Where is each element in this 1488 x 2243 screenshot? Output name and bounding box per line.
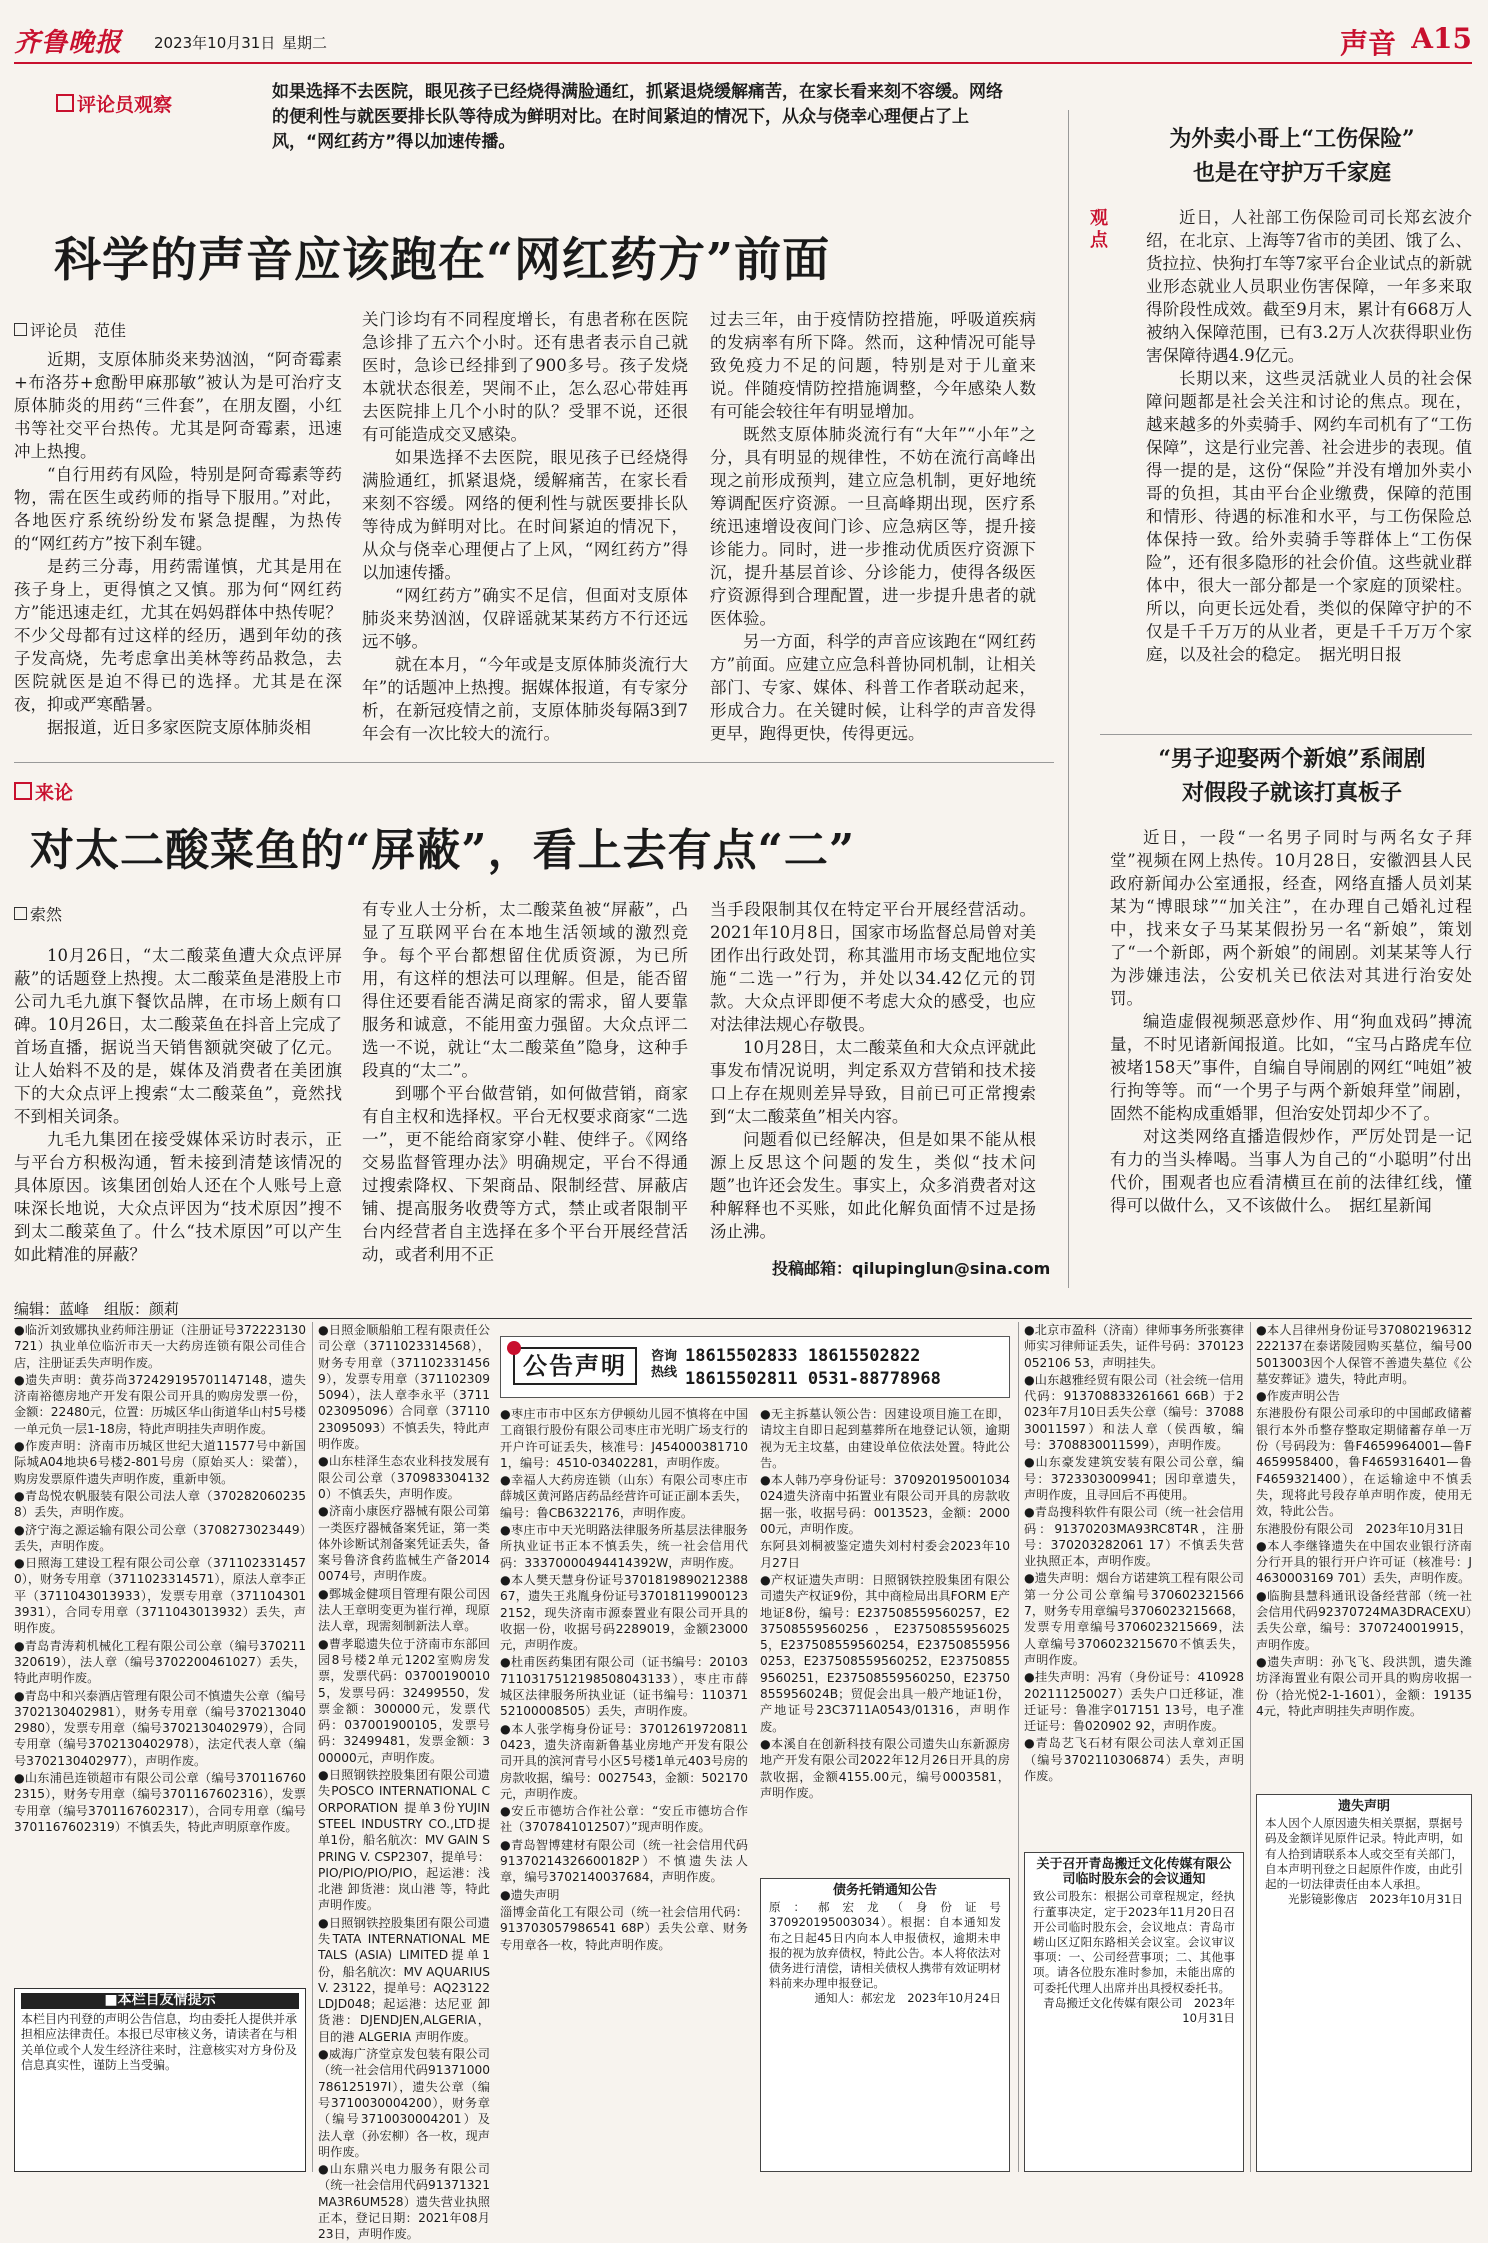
column-divider bbox=[1250, 1322, 1251, 2172]
list-item: 淄博金苗化工有限公司（统一社会信用代码：913703057986541 68P）丢失公章、财务专用章各一枚，特此声明作废。 bbox=[500, 1904, 748, 1952]
article-column-2 bbox=[362, 898, 688, 1286]
paragraph: 如果选择不去医院，眼见孩子已经烧得满脸通红，抓紧退烧，缓解痛苦，在家长看来刻不容缓。网络的便利性与就医要排长队等待成为鲜明对比。在时间紧迫的情况下，从众与侥幸心理便占了上风，“网红药方”得以加速传播。 bbox=[362, 448, 688, 582]
list-item: ●本人樊天慧身份证号370181989021238867，遗失王兆胤身份证号370181199001232152，现失济南市源泰置业有限公司开具的收据一份，收据号码2289019，金额23000元，声明作废。 bbox=[500, 1572, 748, 1653]
newspaper-logo: 齐鲁晚报 bbox=[14, 28, 123, 58]
list-item: ●临朐县慧科通讯设备经营部（统一社会信用代码92370724MA3DRACEXU）丢失公章，编号：3707240019915，声明作废。 bbox=[1256, 1588, 1472, 1652]
paragraph: 10月28日，太二酸菜鱼和大众点评就此事发布情况说明，判定系双方营销和技术接口上存在规则差异导致，目前已可正常搜索到“太二酸菜鱼”相关内容。 bbox=[710, 1038, 1036, 1126]
paragraph: 另一方面，科学的声音应该跑在“网红药方”前面。应建立应急科普协同机制，让相关部门、专家、媒体、科普工作者联动起来，形成合力。在关键时候，让科学的声音发得更早，跑得更快，传得更远。 bbox=[710, 632, 1036, 743]
column-divider bbox=[1068, 110, 1069, 1288]
article-column-2 bbox=[362, 308, 688, 743]
notice-title: 关于召开青岛搬迁文化传媒有限公司临时股东会的会议通知 bbox=[1036, 1857, 1232, 1888]
classified-column-3 bbox=[500, 1406, 748, 2172]
classified-column-1 bbox=[14, 1322, 306, 1984]
list-item: ●本人李继锋遗失在中国农业银行济南分行开具的银行开户许可证（核准号：J4630003169 701）丢失，声明作废。 bbox=[1256, 1538, 1472, 1586]
paragraph: 就在本月，“今年或是支原体肺炎流行大年”的话题冲上热搜。据媒体报道，有专家分析，在新冠疫情之前，支原体肺炎每隔3到7年会有一次比较大的流行。 bbox=[362, 655, 688, 743]
right-article-2-body bbox=[1110, 826, 1472, 1266]
classified-column-5 bbox=[1024, 1322, 1244, 1844]
notice-title: 遗失声明 bbox=[1337, 1799, 1390, 1814]
notice-lost bbox=[1256, 1794, 1472, 2172]
list-item: ●本人张学梅身份证号：370126197208110423，遗失济南新鲁基业房地产开发有限公司开具的滨河青号小区5号楼1单元403号房的房款收据，编号：0027543，金额：502170元，声明作废。 bbox=[500, 1721, 748, 1801]
list-item: ●威海广济堂京发包装有限公司（统一社会信用代码91371000786125197I），遗失公章（编号3710030004200），财务章（编号3710030004201）及法人章（孙宏柳）各一枚，现声明作废。 bbox=[318, 2047, 490, 2159]
headline-main: 科学的声音应该跑在“网红药方”前面 bbox=[54, 233, 831, 288]
list-item: ●北京市盈科（济南）律师事务所张赛律师实习律师证丢失，证件号码：370123052106 53，声明挂失。 bbox=[1024, 1323, 1244, 1370]
notice-footer: 青岛搬迁文化传媒有限公司 2023年10月31日 bbox=[1043, 1995, 1235, 2026]
list-item: ●山东浦邑连锁超市有限公司公章（编号3701167602315），财务专用章（编号3701167602316），发票专用章（编号3701167602317），合同专用章（编号3701167602319）不慎丢失，特此声明原章作废。 bbox=[14, 1771, 306, 1834]
list-item: ●日照钢铁控股集团有限公司遗失TATA INTERNATIONAL METALS (ASIA) LIMITED提单1份，船名航次：MV AQUARIUS V. 23122，提单号：AQ23122LDJD048；起运港：达尼亚 卸货港：DJENDJEN,ALGERIA，目的港 ALGERIA 声明作废。 bbox=[318, 1915, 490, 2044]
classified-column-6 bbox=[1256, 1322, 1472, 1784]
list-item: ●鄄城金健项目管理有限公司因法人王章明变更为崔行禅，现原法人章，现需刻制新法人章。 bbox=[318, 1586, 490, 1634]
notice-text: 原：郝宏龙（身份证号370920195003034）。根据：自本通知发布之日起45日内向本人申报债权，逾期未申报的视为放弃债权，特此公告。本人将依法对债务进行清偿，请相关债权人携带有效证明材料前来办理申报登记。 bbox=[769, 1900, 1001, 1991]
paragraph: “自行用药有风险，特别是阿奇霉素等药物，需在医生或药师的指导下服用。”对此，各地医疗系统纷纷发布紧急提醒，为热传的“网红药方”按下刹车键。 bbox=[14, 465, 342, 553]
paragraph: 九毛九集团在接受媒体采访时表示，正与平台方积极沟通，暂未接到清楚该情况的具体原因。该集团创始人还在个人账号上意味深长地说，大众点评因为“技术原因”搜不到太二酸菜鱼了。什么“技术原因”可以产生如此精准的屏蔽？ bbox=[14, 1130, 342, 1264]
notice-footer: 光影镜影像店 2023年10月31日 bbox=[1288, 1892, 1463, 1907]
paragraph: 问题看似已经解决，但是如果不能从根源上反思这个问题的发生，类似“技术问题”也许还会发生。事实上，众多消费者对这种解释也不买账，如此化解负面情不过是扬汤止沸。 bbox=[710, 1130, 1036, 1241]
paragraph: 编造虚假视频恶意炒作、用“狗血戏码”搏流量，不时见诸新闻报道。比如，“宝马占路虎车位被堵158天”事件，自编自导闹剧的网红“吨姐”被行拘等等。而“一个男子与两个新娘拜堂”闹剧，固然不能构成重婚罪，但治安处罚却少不了。 bbox=[1110, 1012, 1472, 1123]
paragraph: 据报道，近日多家医院支原体肺炎相 bbox=[47, 718, 311, 737]
paragraph: 对这类网络直播造假炒作，严厉处罚是一记有力的当头棒喝。当事人为自己的“小聪明”付出代价，围观者也应看清横亘在前的法律红线，懂得可以做什么，又不该做什么。 据红星新闻 bbox=[1110, 1127, 1472, 1215]
section-name: 声音 bbox=[1339, 27, 1396, 60]
right-headline-1: 为外卖小哥上“工伤保险” 也是在守护万千家庭 bbox=[1169, 126, 1415, 186]
paragraph: 当手段限制其仅在特定平台开展经营活动。2021年10月8日，国家市场监督总局曾对美团作出行政处罚，称其滥用市场支配地位实施“二选一”行为，并处以34.42亿元的罚款。大众点评即便不考虑大众的感受，也应对法律法规心存敬畏。 bbox=[710, 900, 1036, 1034]
paragraph: 近日，一段“一名男子同时与两名女子拜堂”视频在网上热传。10月28日，安徽泗县人民政府新闻办公室通报，经查，网络直播人员刘某某为“博眼球”“加关注”，在办理自己婚礼过程中，找来女子马某某假扮另一名“新娘”，策划了“一个新郎，两个新娘”的闹剧。刘某某等人行为涉嫌违法，公安机关已依法对其进行治安处罚。 bbox=[1110, 828, 1472, 1008]
list-item: ●青岛中和兴泰酒店管理有限公司不慎遗失公章（编号3702130402981），财务专用章（编号3702130402980），发票专用章（编号3702130402979），合同专用章（编号3702130402978），法定代表人章（编号3702130402977），声明作废。 bbox=[14, 1688, 306, 1768]
list-item: ●临沂刘致娜执业药师注册证（注册证号372223130721）执业单位临沂市天一大药房连锁有限公司佳合店，注册证丢失声明作废。 bbox=[14, 1323, 306, 1370]
notice-shareholder-meeting bbox=[1024, 1852, 1244, 2172]
list-item: ●遗失声明：孙飞飞、段洪凯，遗失潍坊泽海置业有限公司开具的购房收据一份（拾光悦2-1-1601），金额：191354元，特此声明挂失声明作废。 bbox=[1256, 1654, 1472, 1718]
list-item: ●遗失声明 bbox=[500, 1887, 560, 1902]
notice-text: 致公司股东：根据公司章程规定，经执行董事决定，定于2023年11月20日召开公司临时股东会，会议地点：青岛市崂山区辽阳东路相关会议室。会议审议事项：一、公司经营事项；二、其他事项。请各位股东准时参加，未能出席的可委托代理人出席并出具授权委托书。 bbox=[1033, 1889, 1235, 1995]
paragraph: 过去三年，由于疫情防控措施，呼吸道疾病的发病率有所下降。然而，这种情况可能导致免疫力不足的问题，特别是对于儿童来说。伴随疫情防控措施调整，今年感染人数有可能会较往年有明显增加。 bbox=[710, 310, 1036, 421]
list-item: 东港股份有限公司承印的中国邮政储蓄银行本外币整存整取定期储蓄存单一万份（号码段为：鲁F4659964001—鲁F4659958400，鲁F4659316401—鲁F4659321400），在运输途中不慎丢失，现将此号段存单声明作废，使用无效，特此公告。 bbox=[1256, 1406, 1472, 1519]
article-column-1 bbox=[14, 944, 342, 1286]
byline: 评论员 范佳 bbox=[14, 318, 126, 341]
list-item: ●作废声明：济南市历城区世纪大道11577号中新国际城A04地块6号楼2-801号房（原始买人：梁蕾），购房发票原件遗失声明作废，重新申领。 bbox=[14, 1439, 306, 1486]
column-divider bbox=[1018, 1322, 1019, 2172]
paragraph: 是药三分毒，用药需谨慎，尤其是用在孩子身上，更得慎之又慎。那为何“网红药方”能迅速走红，尤其在妈妈群体中热传呢？不少父母都有过这样的经历，遇到年幼的孩子发高烧，先考虑拿出美林等药品救急，去医院就医是迫不得已的选择。尤其是在深夜，抑或严寒酷暑。 bbox=[14, 557, 342, 714]
list-item: ●遗失声明：黄芬尚372429195701147148，遗失济南裕德房地产开发有限公司开具的购房发票一份，金额：22480元，位置：历城区华山街道华山村5号楼一单元负一层1-18房，特此声明挂失声明作废。 bbox=[14, 1372, 306, 1436]
list-item: ●曹孝聪遗失位于济南市东部回园8号楼2单元1202室购房发票，发票代码：037001900105，发票号码：32499550，发票金额：300000元，发票代码：037001900105，发票号码：32499481，发票金额：300000元，声明作废。 bbox=[318, 1636, 490, 1765]
page-number: A15 bbox=[1411, 22, 1472, 55]
paragraph: 10月26日，“太二酸菜鱼遭大众点评屏蔽”的话题登上热搜。太二酸菜鱼是港股上市公司九毛九旗下餐饮品牌，在市场上颇有口碑。10月26日，太二酸菜鱼在抖音上完成了首场直播，据说当天销售额就突破了亿元。让人始料不及的是，媒体及消费者在美团旗下的大众点评上搜索“太二酸菜鱼”，竟然找不到相关词条。 bbox=[14, 946, 342, 1126]
list-item: ●济宁海之源运输有限公司公章（3708273023449）丢失，声明作废。 bbox=[14, 1522, 306, 1553]
classified-column-4 bbox=[760, 1406, 1010, 1868]
divider bbox=[1100, 734, 1472, 735]
list-item: ●枣庄市中天光明路法律服务所基层法律服务所执业证书正本不慎丢失，统一社会信用代码：33370000494414392W，声明作废。 bbox=[500, 1523, 748, 1570]
list-item: ●山东豪发建筑安装有限公司公章，编号：3723303009941；因印章遗失，声明作废，且寻回后不再使用。 bbox=[1024, 1455, 1244, 1502]
issue-weekday: 星期二 bbox=[282, 34, 328, 52]
list-item: ●青岛艺飞石材有限公司法人章刘正国（编号3702110306874）丢失，声明作废。 bbox=[1024, 1736, 1244, 1784]
list-item: 东港股份有限公司 2023年10月31日 bbox=[1256, 1521, 1465, 1536]
article-column-3 bbox=[710, 898, 1036, 1252]
paragraph: 到哪个平台做营销，如何做营销，商家有自主权和选择权。平台无权要求商家“二选一”，更不能给商家穿小鞋、使绊子。《网络交易监督管理办法》明确规定，平台不得通过搜索降权、下架商品、限制经营、屏蔽店铺、提高服务收费等方式，禁止或者限制平台内经营者自主选择在多个平台开展经营活动，或者利用不正 bbox=[362, 1084, 688, 1264]
list-item: ●本人韩乃亭身份证号：370920195001034024遗失济南中拓置业有限公司开具的房款收据一张，收据号码：0013523，金额：200000元，声明作废。 bbox=[760, 1473, 1010, 1537]
tips-text: 本栏目内刊登的声明公告信息，均由委托人提供并承担相应法律责任。本报已尽审核义务，请读者在与相关单位或个人发生经济往来时，注意核实对方身份及信息真实性，谨防上当受骗。 bbox=[21, 2011, 298, 2072]
paragraph: 有专业人士分析，太二酸菜鱼被“屏蔽”，凸显了互联网平台在本地生活领域的激烈竞争。每个平台都想留住优质资源，为已所用，有这样的想法可以理解。但是，能否留得住还要看能否满足商家的需求，留人要靠服务和诚意，不能用蛮力强留。大众点评二选一不说，就让“太二酸菜鱼”隐身，这种手段真的“太二”。 bbox=[362, 900, 688, 1080]
list-item: ●本人吕律州身份证号370802196312222137在泰诺陵园购买墓位，编号005013003因个人保管不善遗失墓位《公墓安葬证》遗失，特此声明。 bbox=[1256, 1323, 1472, 1386]
divider bbox=[14, 1318, 1472, 1319]
list-item: ●本溪自在创新科技有限公司遗失山东新源房地产开发有限公司2022年12月26日开具的房款收据，金额4155.00元，编号0003581，声明作废。 bbox=[760, 1736, 1010, 1800]
byline: 索然 bbox=[14, 902, 62, 925]
list-item: ●济南小康医疗器械有限公司第一类医疗器械备案凭证，第一类体外诊断试剂备案凭证丢失，备案号鲁济食药监械生产备20140074号，声明作废。 bbox=[318, 1504, 490, 1584]
notice-footer: 通知人：郝宏龙 2023年10月24日 bbox=[814, 1991, 1001, 2006]
paragraph: “网红药方”确实不足信，但面对支原体肺炎来势汹汹，仅辟谣就某某药方不行还远远不够。 bbox=[362, 586, 688, 651]
column-tag-contribution: 来论 bbox=[14, 778, 73, 805]
column-divider bbox=[312, 1322, 313, 2172]
list-item: ●安丘市德坊合作社公章：“安丘市德坊合作社（3707841012507）”现声明作废。 bbox=[500, 1804, 748, 1835]
list-item: ●杜甫医药集团有限公司（证书编号：201037110317512198508043133），枣庄市薛城区法律服务所执业证（证书编号：11037152100008505）丢失，声明作废。 bbox=[500, 1655, 748, 1719]
paragraph: 长期以来，这些灵活就业人员的社会保障问题都是社会关注和讨论的焦点。现在，越来越多的外卖骑手、网约车司机有了“工伤保障”，这是行业完善、社会进步的表现。值得一提的是，这份“保险”并没有增加外卖小哥的负担，其由平台企业缴费，保障的范围和情形、待遇的标准和水平，与工伤保险总体保持一致。给外卖骑手等群体上“工伤保险”，还有很多隐形的社会价值。这些就业群体中，很大一部分都是一个家庭的顶梁柱。所以，向更长远处看，类似的保障守护的不仅是千千万万的从业者，更是千千万万个家庭，以及社会的稳定。 据光明日报 bbox=[1146, 369, 1472, 664]
article-column-1 bbox=[14, 348, 342, 740]
notice-text: 本人因个人原因遗失相关票据，票据号码及金额详见原件记录。特此声明，如有人拾到请联系本人或交至有关部门，自本声明刊登之日起原件作废，由此引起的一切法律责任由本人承担。 bbox=[1265, 1816, 1463, 1892]
headline-second: 对太二酸菜鱼的“屏蔽”，看上去有点“二” bbox=[30, 825, 856, 876]
list-item: 东阿县刘桐被鉴定遗失刘村村委会2023年10月27日 bbox=[760, 1539, 1010, 1570]
list-item: ●青岛智博建材有限公司（统一社会信用代码91370214326600182P）不慎遗失法人章，编号3702140037684，声明作废。 bbox=[500, 1837, 748, 1885]
right-headline-2: “男子迎娶两个新娘”系闹剧 对假段子就该打真板子 bbox=[1158, 746, 1426, 806]
list-item: ●日照海工建设工程有限公司公章（3711023314570），财务专用章（3711023314571），原法人章李正平（3711043013933），发票专用章（3711043013931），合同专用章（3711043013932）丢失，声明作废。 bbox=[14, 1556, 306, 1636]
list-item: ●日照金顺船舶工程有限责任公司公章（3711023314568），财务专用章（3711023314569），发票专用章（3711023095094），法人章李永平（3711023095096）合同章（3711023095093）不慎丢失，特此声明作废。 bbox=[318, 1323, 490, 1452]
list-item: ●遗失声明：烟台方诺建筑工程有限公司第一分公司公章编号3706023215667，财务专用章编号3706023215668，发票专用章编号3706023215669，法人章编号3706023215670不慎丢失，声明作废。 bbox=[1024, 1571, 1244, 1667]
list-item: ●山东桂泽生态农业科技发展有限公司公章（3709833041320）不慎丢失，声明作废。 bbox=[318, 1454, 490, 1501]
announcement-banner bbox=[500, 1336, 1010, 1398]
list-item: ●作废声明公告 bbox=[1256, 1389, 1340, 1404]
article-deck: 如果选择不去医院，眼见孩子已经烧得满脸通红，抓紧退烧缓解痛苦，在家长看来刻不容缓。网络的便利性与就医要排长队等待成为鲜明对比。在时间紧迫的情况下，从众与侥幸心理便占了上风，“网红药方”得以加速传播。 bbox=[272, 82, 1003, 152]
list-item: ●青岛悦农帆服装有限公司法人章（3702820602358）丢失，声明作废。 bbox=[14, 1488, 306, 1520]
list-item: ●青岛搜科软件有限公司（统一社会信用码：91370203MA93RC8T4R，注册号：370203282061 17）不慎丢失营业执照正本，声明作废。 bbox=[1024, 1505, 1244, 1569]
tips-title: ■本栏目友情提示 bbox=[21, 1993, 299, 2009]
list-item: ●产权证遗失声明：日照钢铁控股集团有限公司遗失产权证9份，其中商检局出具FORM E产地证8份，编号：E237508559560257，E237508559560256，E237508559560255，E237508559560254，E237508559560253，E237508559560252，E237508559560251，E237508559560250，E23750855956024B；贸促会出具一般产地证1份，产地证号23C3711A0543/01316，声明作废。 bbox=[760, 1572, 1010, 1734]
list-item: ●幸福人大药房连锁（山东）有限公司枣庄市薛城区黄河路店药品经营许可证正副本丢失，编号：鲁CB6322176，声明作废。 bbox=[500, 1473, 748, 1520]
classified-column-2 bbox=[318, 1322, 490, 2242]
list-item: ●无主拆墓认领公告：因建设项目施工在即，请坟主自即日起到墓葬所在地登记认领，逾期视为无主坟墓，由建设单位依法处置。特此公告。 bbox=[760, 1407, 1010, 1470]
list-item: ●日照钢铁控股集团有限公司遗失POSCO INTERNATIONAL CORPORATION 提单3份YUJIN STEEL INDUSTRY CO.,LTD提单1份，船名航次：MV GAIN SPRING V. CSP2307，提单号：PIO/PIO/PIO/PIO，起运港：浅北港 卸货港：岚山港 等，特此声明作废。 bbox=[318, 1768, 490, 1913]
editor-credit: 编辑：蓝峰 组版：颜莉 bbox=[14, 1300, 180, 1318]
right-article-1-body bbox=[1146, 206, 1472, 722]
list-item: ●山东鼎兴电力服务有限公司（统一社会信用代码91371321MA3R6UM528）遗失营业执照正本，登记日期：2021年08月23日，声明作废。 bbox=[318, 2162, 490, 2242]
masthead bbox=[14, 18, 1472, 64]
paragraph: 关门诊均有不同程度增长，有患者称在医院急诊排了五六个小时。还有患者表示自己就医时，急诊已经排到了900多号。孩子发烧本就状态很差，哭闹不止，怎么忍心带娃再去医院排上几个小时的队？受罪不说，还很有可能造成交叉感染。 bbox=[362, 310, 688, 444]
list-item: ●枣庄市市中区东方伊顿幼儿园不慎将在中国工商银行股份有限公司枣庄市光明广场支行的开户许可证丢失，核准号：J4540003817101，编号：4510-03402281，声明作废。 bbox=[500, 1407, 748, 1470]
list-item: ●山东越雅经贸有限公司（社会统一信用代码：913708833261661 66B）于2023年7月10日丢失公章（编号：3708830011597）和法人章（侯西敏，编号：3708830011599），声明作废。 bbox=[1024, 1372, 1244, 1453]
column-tag-opinion: 观点 bbox=[1090, 208, 1108, 251]
column-tag-commentator: 评论员观察 bbox=[56, 90, 172, 117]
paragraph: 近期，支原体肺炎来势汹汹，“阿奇霉素+布洛芬+愈酚甲麻那敏”被认为是可治疗支原体肺炎的用药“三件套”，在朋友圈，小红书等社交平台热传。尤其是阿奇霉素，迅速冲上热搜。 bbox=[14, 350, 342, 461]
notice-title: 债务托销通知公告 bbox=[832, 1883, 937, 1898]
tips-box bbox=[14, 1988, 306, 2172]
hotline-numbers: 18615502833 18615502822 18615502811 0531-88778968 bbox=[685, 1346, 941, 1389]
paragraph: 既然支原体肺炎流行有“大年”“小年”之分，具有明显的规律性，不妨在流行高峰出现之前形成预判，建立应急机制，更好地统筹调配医疗资源。一旦高峰期出现，医疗系统迅速增设夜间门诊、应急病区等，提升接诊能力。同时，进一步推动优质医疗资源下沉，提升基层首诊、分诊能力，使得各级医疗资源得到合理配置，进一步提升患者的就医体验。 bbox=[710, 425, 1036, 628]
list-item: ●挂失声明：冯宥（身份证号：410928202111250027）丢失户口迁移证，准迁证号：鲁准字017151 13号，电子准迁证号：鲁020902 92，声明作废。 bbox=[1024, 1670, 1244, 1734]
paragraph: 近日，人社部工伤保险司司长郑玄波介绍，在北京、上海等7省市的美团、饿了么、货拉拉、快狗打车等7家平台企业试点的新就业形态就业人员职业伤害保障，一年多来取得阶段性成效。截至9月末，累计有668万人被纳入保障范围，已有3.2万人次获得职业伤害保障待遇4.9亿元。 bbox=[1146, 208, 1472, 365]
submission-email[interactable]: 投稿邮箱：qilupinglun@sina.com bbox=[772, 1259, 1051, 1278]
notice-debt bbox=[760, 1878, 1010, 2172]
divider bbox=[14, 762, 1054, 763]
hotline-label: 咨询热线 bbox=[651, 1349, 678, 1380]
list-item: ●青岛青涛莉机械化工程有限公司公章（编号370211320619），法人章（编号3702200461027）丢失，特此声明作废。 bbox=[14, 1638, 306, 1686]
announcement-title: 公告声明 bbox=[513, 1347, 637, 1385]
issue-date: 2023年10月31日 bbox=[154, 34, 276, 52]
article-column-3 bbox=[710, 308, 1036, 743]
